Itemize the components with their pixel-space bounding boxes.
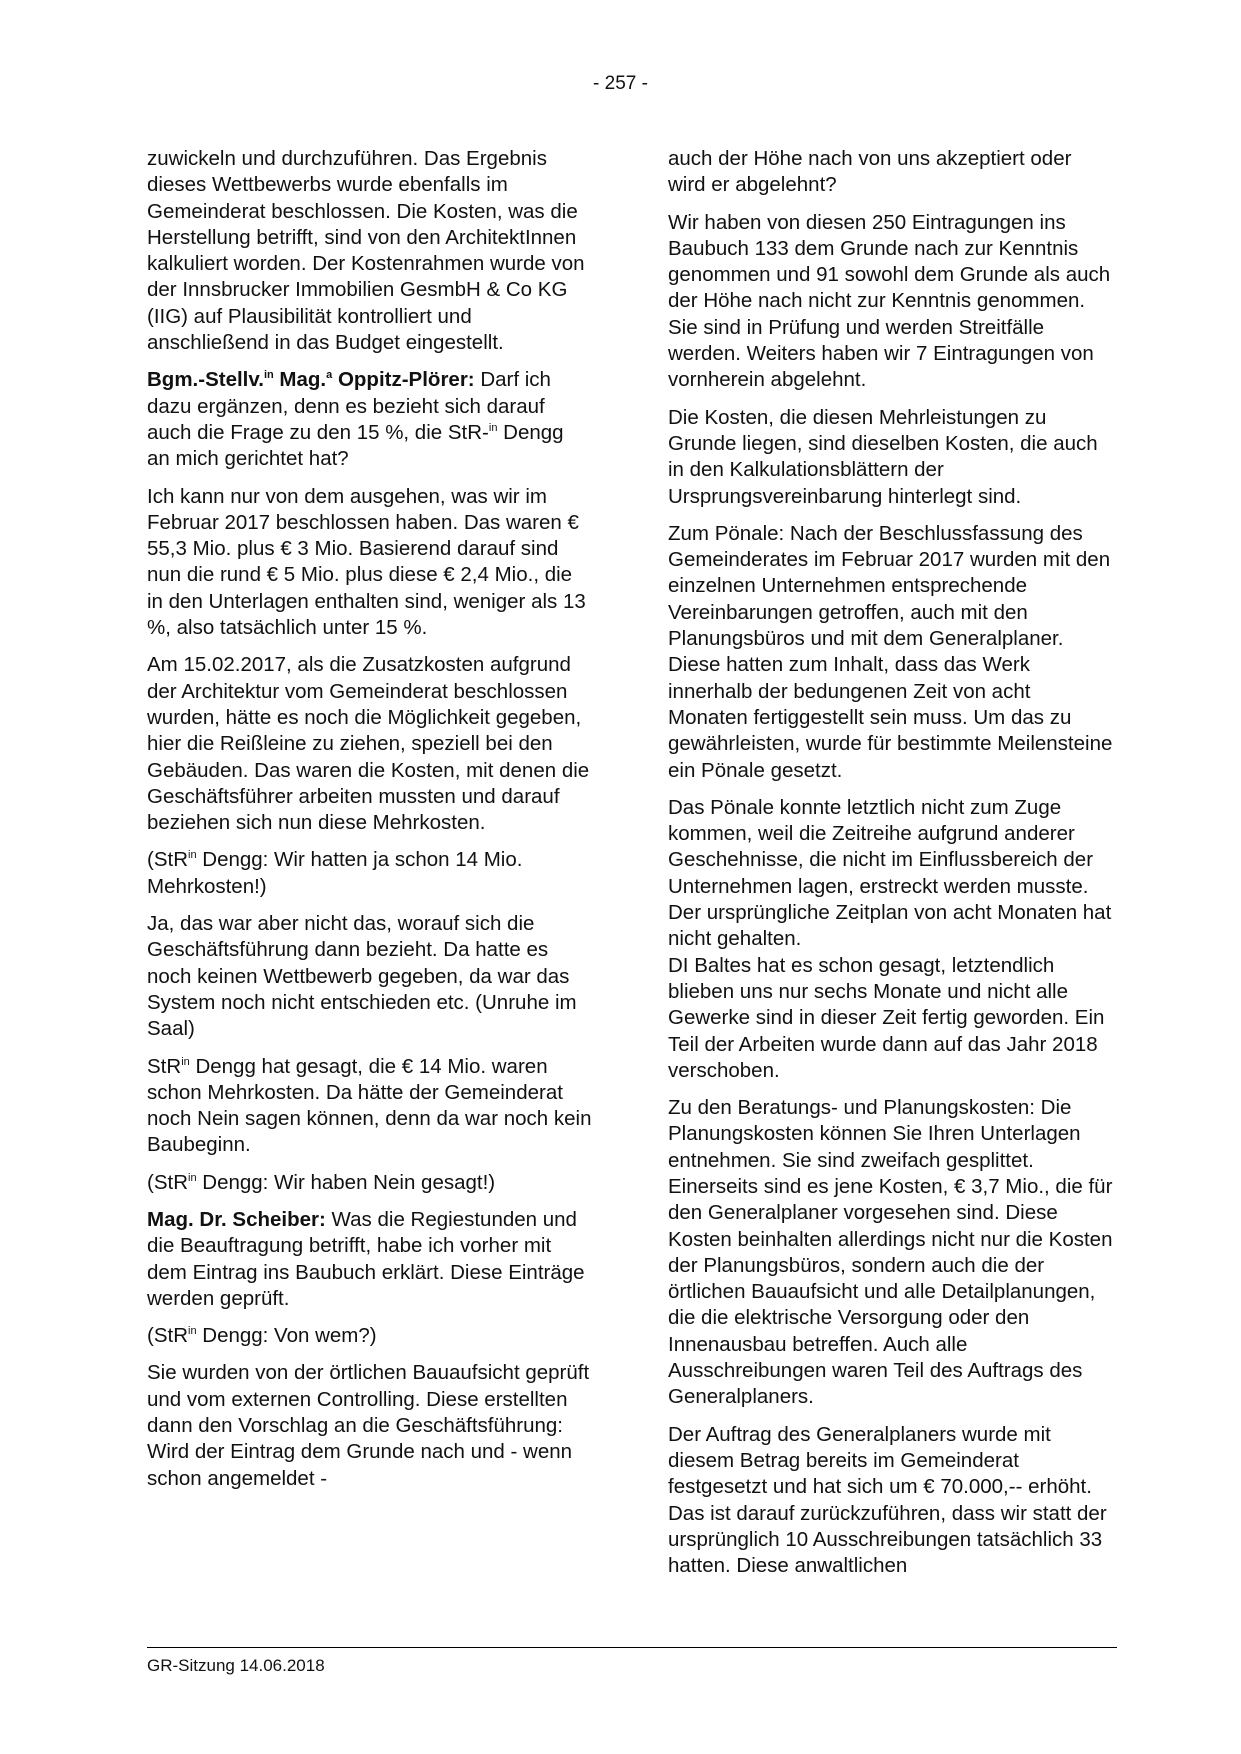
interjection: (StR$^{in}$ Dengg: Von wem?) (147, 1324, 377, 1348)
paragraph: Der Auftrag des Generalplaners wurde mit diesem Betrag bereits im Gemeinderat festgesetzt und hat sich um € 70.000,-- erhöht. Das ist darauf zurückzuführen, dass wir statt der ursprünglich 10 Ausschreibungen tatsächlich 33 hatten. Diese anwaltlichen (668, 1422, 1107, 1578)
paragraph: Ich kann nur von dem ausgehen, was wir im Februar 2017 beschlossen haben. Das waren € 55,3 Mio. plus € 3 Mio. Basierend darauf sind nun die rund € 5 Mio. plus diese € 2,4 Mio., die in den Unterlagen enthalten sind, weniger als 13 %, also tatsächlich unter 15 %. (147, 484, 586, 640)
paragraph: StR$^{in}$ Dengg hat gesagt, die € 14 Mio. waren schon Mehrkosten. Da hätte der Gemeinderat noch Nein sagen können, denn da war noch kein Baubeginn. (147, 1054, 592, 1157)
paragraph: Das Pönale konnte letztlich nicht zum Zuge kommen, weil die Zeitreihe aufgrund anderer Geschehnisse, die nicht im Einflussbereich der Unternehmen lagen, erstreckt werden musste. Der ursprüngliche Zeitplan von acht Monaten hat nicht gehalten. (668, 795, 1112, 951)
paragraph: Ja, das war aber nicht das, worauf sich die Geschäftsführung dann bezieht. Da hatte es noch keinen Wettbewerb gegeben, da war das System noch nicht entschieden etc. (Unruhe im Saal) (147, 912, 577, 1041)
interjection: (StR$^{in}$ Dengg: Wir hatten ja schon 14 Mio. Mehrkosten!) (147, 848, 523, 898)
paragraph: Am 15.02.2017, als die Zusatzkosten aufgrund der Architektur vom Gemeinderat beschlossen wurden, hätte es noch die Möglichkeit gegeben, hier die Reißleine zu ziehen, speziell bei den Gebäuden. Das waren die Kosten, mit denen die Geschäftsführer arbeiten mussten und darauf beziehen sich nun diese Mehrkosten. (147, 653, 590, 835)
footer-divider (147, 1647, 1117, 1648)
paragraph: Sie wurden von der örtlichen Bauaufsicht geprüft und vom externen Controlling. Diese erstellten dann den Vorschlag an die Geschäftsführung: Wird der Eintrag dem Grunde nach und - wenn schon angemeldet - (147, 1361, 590, 1490)
paragraph: Zu den Beratungs- und Planungskosten: Die Planungskosten können Sie Ihren Unterlagen entnehmen. Sie sind zweifach gesplittet. Einerseits sind es jene Kosten, € 3,7 Mio., die für den Generalplaner vorgesehen sind. Diese Kosten beinhalten allerdings nicht nur die Kosten der Planungsbüros, sondern auch die der örtlichen Bauaufsicht und alle Detailplanungen, die die elektrische Versorgung oder den Innenausbau betreffen. Auch alle Ausschreibungen waren Teil des Auftrags des Generalplaners. (668, 1096, 1113, 1409)
paragraph-speaker-scheiber: Mag. Dr. Scheiber: Was die Regiestunden und die Beauftragung betrifft, habe ich vorher mit dem Eintrag ins Baubuch erklärt. Diese Einträge werden geprüft. (147, 1207, 585, 1310)
paragraph: zuwickeln und durchzuführen. Das Ergebnis dieses Wettbewerbs wurde ebenfalls im Gemeinderat beschlossen. Die Kosten, was die Herstellung betrifft, sind von den ArchitektInnen kalkuliert worden. Der Kostenrahmen wurde von der Innsbrucker Immobilien GesmbH & Co KG (IIG) auf Plausibilität kontrolliert und anschließend in das Budget eingestellt. (147, 147, 585, 355)
speaker-name: Mag. Dr. Scheiber: (147, 1207, 326, 1231)
paragraph: DI Baltes hat es schon gesagt, letztendlich blieben uns nur sechs Monate und nicht alle Gewerke sind in dieser Zeit fertig geworden. Ein Teil der Arbeiten wurde dann auf das Jahr 2018 verschoben. (668, 953, 1105, 1082)
paragraph: Zum Pönale: Nach der Beschlussfassung des Gemeinderates im Februar 2017 wurden mit den einzelnen Unternehmen entsprechende Vereinbarungen getroffen, auch mit den Planungsbüros und mit dem Generalplaner. Diese hatten zum Inhalt, dass das Werk innerhalb der bedungenen Zeit von acht Monaten fertiggestellt sein muss. Um das zu gewährleisten, wurde für bestimmte Meilensteine ein Pönale gesetzt. (668, 521, 1113, 782)
paragraph: Die Kosten, die diesen Mehrleistungen zu Grunde liegen, sind dieselben Kosten, die auch in den Kalkulationsblättern der Ursprungsvereinbarung hinterlegt sind. (668, 405, 1098, 508)
page-number: - 257 - (593, 73, 648, 94)
paragraph: auch der Höhe nach von uns akzeptiert oder wird er abgelehnt? (668, 147, 1072, 197)
speaker-name: Bgm.-Stellv.$^{in}$ Mag.$^a$ Oppitz-Plörer: (147, 368, 475, 392)
footer-session-date: GR-Sitzung 14.06.2018 (147, 1656, 325, 1675)
paragraph: Wir haben von diesen 250 Eintragungen ins Baubuch 133 dem Grunde nach zur Kenntnis genommen und 91 sowohl dem Grunde als auch der Höhe nach nicht zur Kenntnis genommen. Sie sind in Prüfung und werden Streitfälle werden. Weiters haben wir 7 Eintragungen von vornherein abgelehnt. (668, 210, 1111, 392)
interjection: (StR$^{in}$ Dengg: Wir haben Nein gesagt!) (147, 1170, 496, 1194)
paragraph-speaker-oppitz-ploerer: Bgm.-Stellv.$^{in}$ Mag.$^a$ Oppitz-Plörer: Darf ich dazu ergänzen, denn es bezieht sich darauf auch die Frage zu den 15 %, die StR-$^{in}$ Dengg an mich gerichtet hat? (147, 368, 564, 471)
left-column (147, 146, 592, 1503)
right-column (668, 146, 1113, 1590)
